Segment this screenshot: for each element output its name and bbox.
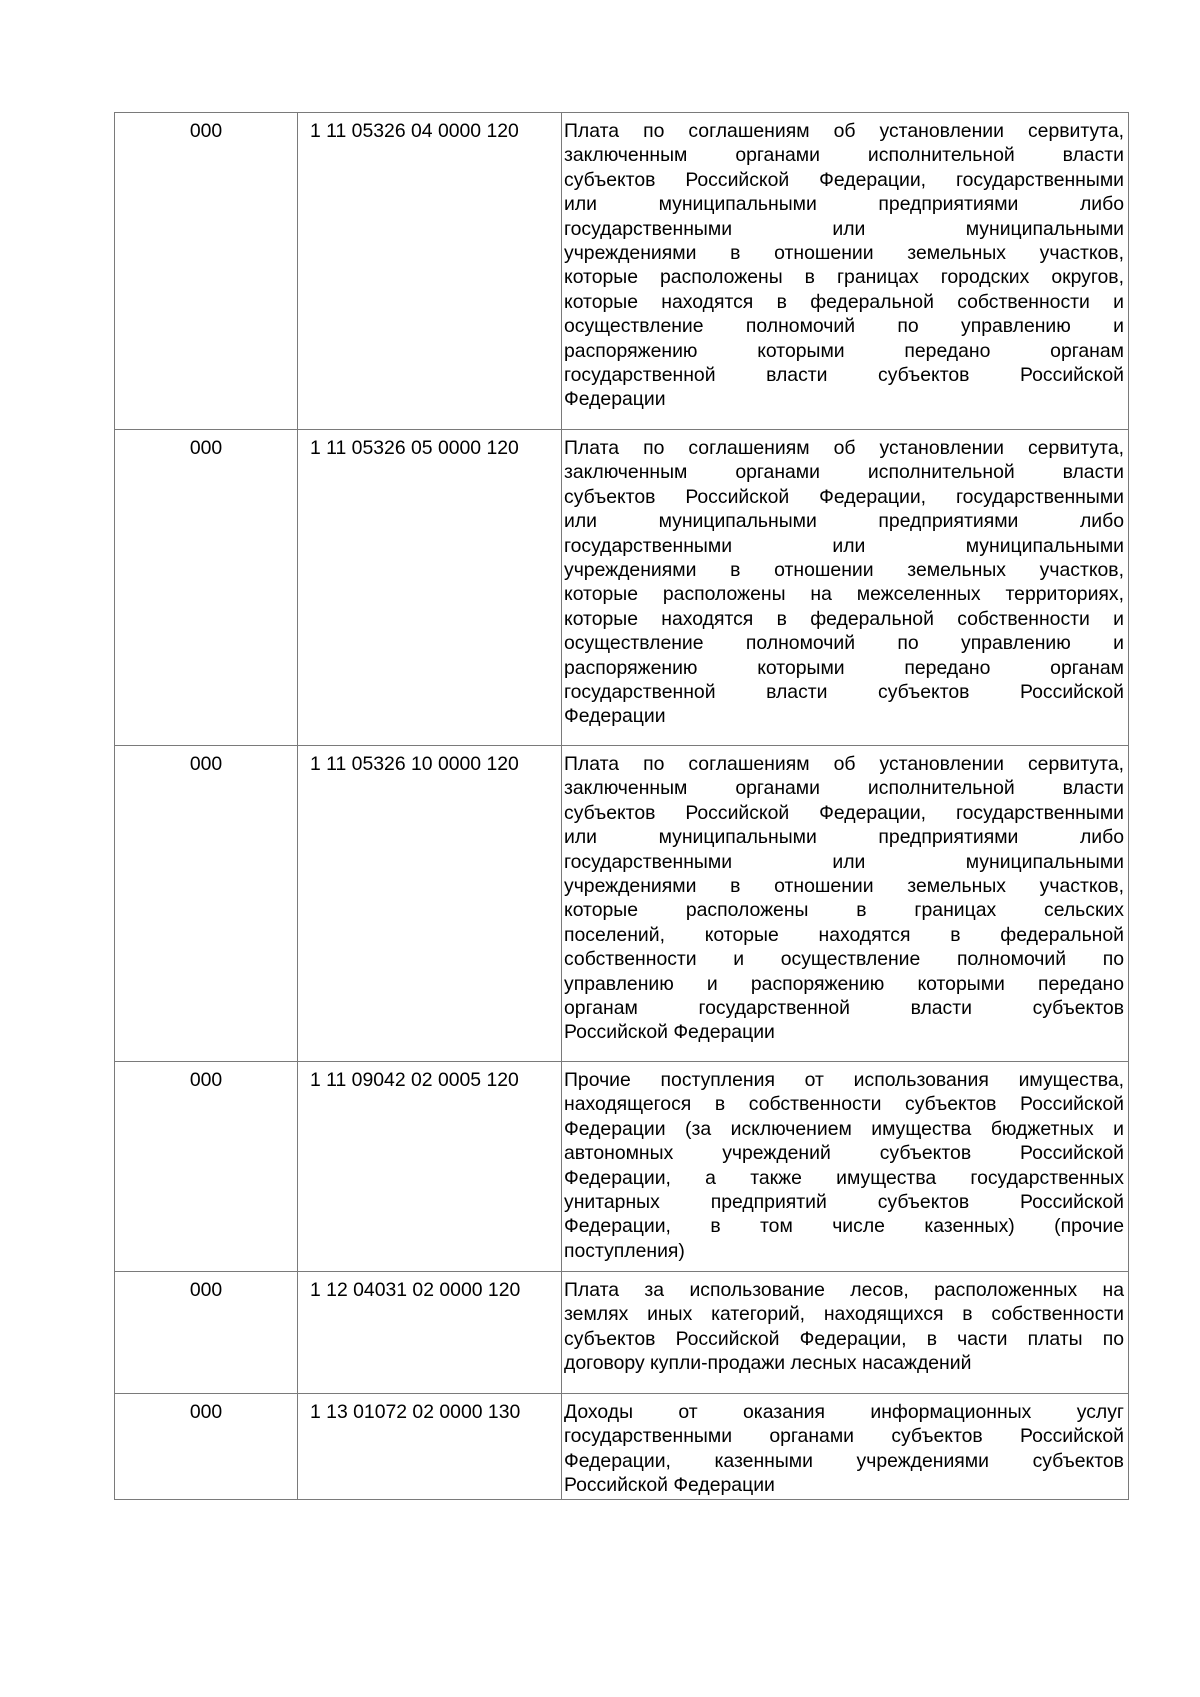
text-line: учреждениями в отношении земельных участков, <box>564 874 1124 897</box>
text-line: субъектов Российской Федерации, в части платы по <box>564 1327 1124 1350</box>
text-line: или муниципальными предприятиями либо <box>564 193 1124 216</box>
text-line: Доходы от оказания информационных услуг <box>564 1401 1124 1423</box>
text-line: Прочие поступления от использования имущества, <box>564 1069 1124 1091</box>
text-line: распоряжению которыми передано органам <box>564 339 1124 362</box>
text-line: которые расположены в границах городских округов, <box>564 266 1124 289</box>
admin-code-cell: 000 <box>115 430 298 746</box>
text-line: землях иных категорий, находящихся в собственности <box>564 1303 1124 1326</box>
table-row <box>115 1272 1129 1394</box>
text-line: осуществление полномочий по управлению и <box>564 315 1124 338</box>
text-line: Плата по соглашениям об установлении сервитута, <box>564 437 1124 459</box>
admin-code-cell: 000 <box>115 113 298 430</box>
text-line: которые находятся в федеральной собственности и <box>564 607 1124 630</box>
text-line: государственной власти субъектов Российской <box>564 363 1124 386</box>
budget-classification-code-cell: 1 13 01072 02 0000 130 <box>298 1394 562 1500</box>
text-line: Плата по соглашениям об установлении сервитута, <box>564 120 1124 142</box>
admin-code-cell: 000 <box>115 1272 298 1394</box>
revenue-name-cell <box>562 1394 1129 1500</box>
admin-code-cell: 000 <box>115 746 298 1062</box>
text-line: или муниципальными предприятиями либо <box>564 826 1124 849</box>
revenue-name-cell <box>562 113 1129 430</box>
budget-classification-code-cell: 1 11 05326 05 0000 120 <box>298 430 562 746</box>
text-line: Плата по соглашениям об установлении сервитута, <box>564 753 1124 775</box>
text-line: находящегося в собственности субъектов Российской <box>564 1093 1124 1116</box>
text-line: заключенным органами исполнительной власти <box>564 461 1124 484</box>
text-line: унитарных предприятий субъектов Российской <box>564 1190 1124 1213</box>
text-line: осуществление полномочий по управлению и <box>564 632 1124 655</box>
budget-classification-code-cell: 1 12 04031 02 0000 120 <box>298 1272 562 1394</box>
budget-classification-code-cell: 1 11 05326 04 0000 120 <box>298 113 562 430</box>
table-row <box>115 430 1129 746</box>
text-line: поселений, которые находятся в федеральной <box>564 923 1124 946</box>
text-line: субъектов Российской Федерации, государственными <box>564 485 1124 508</box>
text-line: Российской Федерации <box>564 1021 775 1044</box>
text-line: субъектов Российской Федерации, государственными <box>564 168 1124 191</box>
revenue-name-cell <box>562 746 1129 1062</box>
text-line: государственными или муниципальными <box>564 534 1124 557</box>
text-line: Федерации <box>564 705 666 728</box>
text-line: Федерации <box>564 388 666 411</box>
budget-classification-code-cell: 1 11 05326 10 0000 120 <box>298 746 562 1062</box>
revenue-name-cell <box>562 1062 1129 1272</box>
revenue-codes-table <box>114 112 1129 1500</box>
text-line: Федерации, казенными учреждениями субъектов <box>564 1449 1124 1472</box>
text-line: которые расположены на межселенных территориях, <box>564 583 1124 606</box>
table-row <box>115 113 1129 430</box>
text-line: учреждениями в отношении земельных участков, <box>564 558 1124 581</box>
admin-code-cell: 000 <box>115 1062 298 1272</box>
text-line: или муниципальными предприятиями либо <box>564 510 1124 533</box>
text-line: заключенным органами исполнительной власти <box>564 144 1124 167</box>
table-body <box>115 113 1129 1500</box>
revenue-name-cell <box>562 1272 1129 1394</box>
text-line: собственности и осуществление полномочий по <box>564 948 1124 971</box>
text-line: договору купли-продажи лесных насаждений <box>564 1352 972 1375</box>
text-line: государственной власти субъектов Российской <box>564 680 1124 703</box>
table-row <box>115 746 1129 1062</box>
text-line: управлению и распоряжению которыми передано <box>564 972 1124 995</box>
budget-classification-code-cell: 1 11 09042 02 0005 120 <box>298 1062 562 1272</box>
revenue-name-cell <box>562 430 1129 746</box>
text-line: учреждениями в отношении земельных участков, <box>564 241 1124 264</box>
table-row <box>115 1394 1129 1500</box>
text-line: автономных учреждений субъектов Российской <box>564 1142 1124 1165</box>
text-line: заключенным органами исполнительной власти <box>564 777 1124 800</box>
text-line: государственными органами субъектов Российской <box>564 1425 1124 1448</box>
admin-code-cell: 000 <box>115 1394 298 1500</box>
text-line: Плата за использование лесов, расположенных на <box>564 1279 1124 1301</box>
text-line: которые находятся в федеральной собственности и <box>564 290 1124 313</box>
text-line: Федерации (за исключением имущества бюджетных и <box>564 1117 1124 1140</box>
table-row <box>115 1062 1129 1272</box>
text-line: Российской Федерации <box>564 1474 775 1497</box>
text-line: государственными или муниципальными <box>564 217 1124 240</box>
text-line: Федерации, в том числе казенных) (прочие <box>564 1215 1124 1238</box>
text-line: государственными или муниципальными <box>564 850 1124 873</box>
text-line: поступления) <box>564 1239 685 1262</box>
text-line: органам государственной власти субъектов <box>564 996 1124 1019</box>
text-line: распоряжению которыми передано органам <box>564 656 1124 679</box>
text-line: которые расположены в границах сельских <box>564 899 1124 922</box>
text-line: субъектов Российской Федерации, государственными <box>564 801 1124 824</box>
text-line: Федерации, а также имущества государственных <box>564 1166 1124 1189</box>
